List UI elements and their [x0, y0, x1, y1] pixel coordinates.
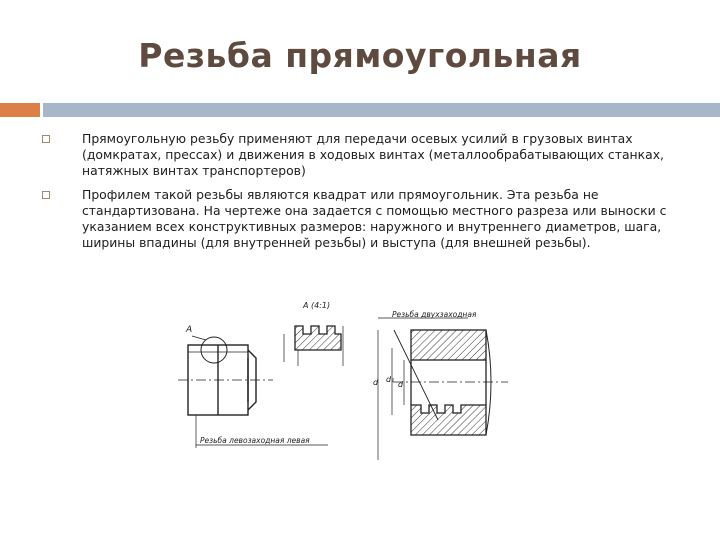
bullet-text: Прямоугольную резьбу применяют для передачи осевых усилий в грузовых винтах (домкратах, прессах) и движения в ходовых винтах (металлообрабатывающих станках, натяжных винтах транспортеров): [82, 131, 664, 178]
nut-section-view: [378, 318, 508, 460]
view-a-label: А: [186, 325, 193, 335]
thread-drawing-svg: [178, 290, 518, 480]
bullet-item: [42, 187, 682, 251]
dimension-d2-label: d: [398, 380, 404, 389]
right-thread-label: Резьба двухзаходная: [392, 310, 477, 319]
detail-a-label: А (4:1): [303, 301, 331, 310]
screw-side-view: [178, 336, 328, 448]
slide-title: Резьба прямоугольная: [138, 36, 582, 75]
bullet-text: Профилем такой резьбы являются квадрат или прямоугольник. Эта резьба не стандартизована. На чертеже она задается с помощью местного разреза или выноски с указанием всех конструктивных размеров: наружного и внутреннего диаметров, шага, ширины впадины (для внутренней резьбы) и выступа (для внешней резьбы).: [82, 187, 667, 250]
title-underline-bar: [43, 103, 720, 117]
dimension-d1-label: d₁: [386, 375, 395, 384]
title-accent-block: [0, 103, 40, 117]
thread-profile-detail: [284, 326, 343, 366]
square-bullet-icon: [42, 135, 50, 143]
square-bullet-icon: [42, 191, 50, 199]
dimension-d-label: d: [373, 378, 379, 387]
bullet-list: [42, 131, 682, 259]
bullet-item: [42, 131, 682, 179]
left-thread-label: Резьба левозаходная левая: [200, 436, 310, 445]
thread-technical-drawing: [178, 290, 518, 480]
